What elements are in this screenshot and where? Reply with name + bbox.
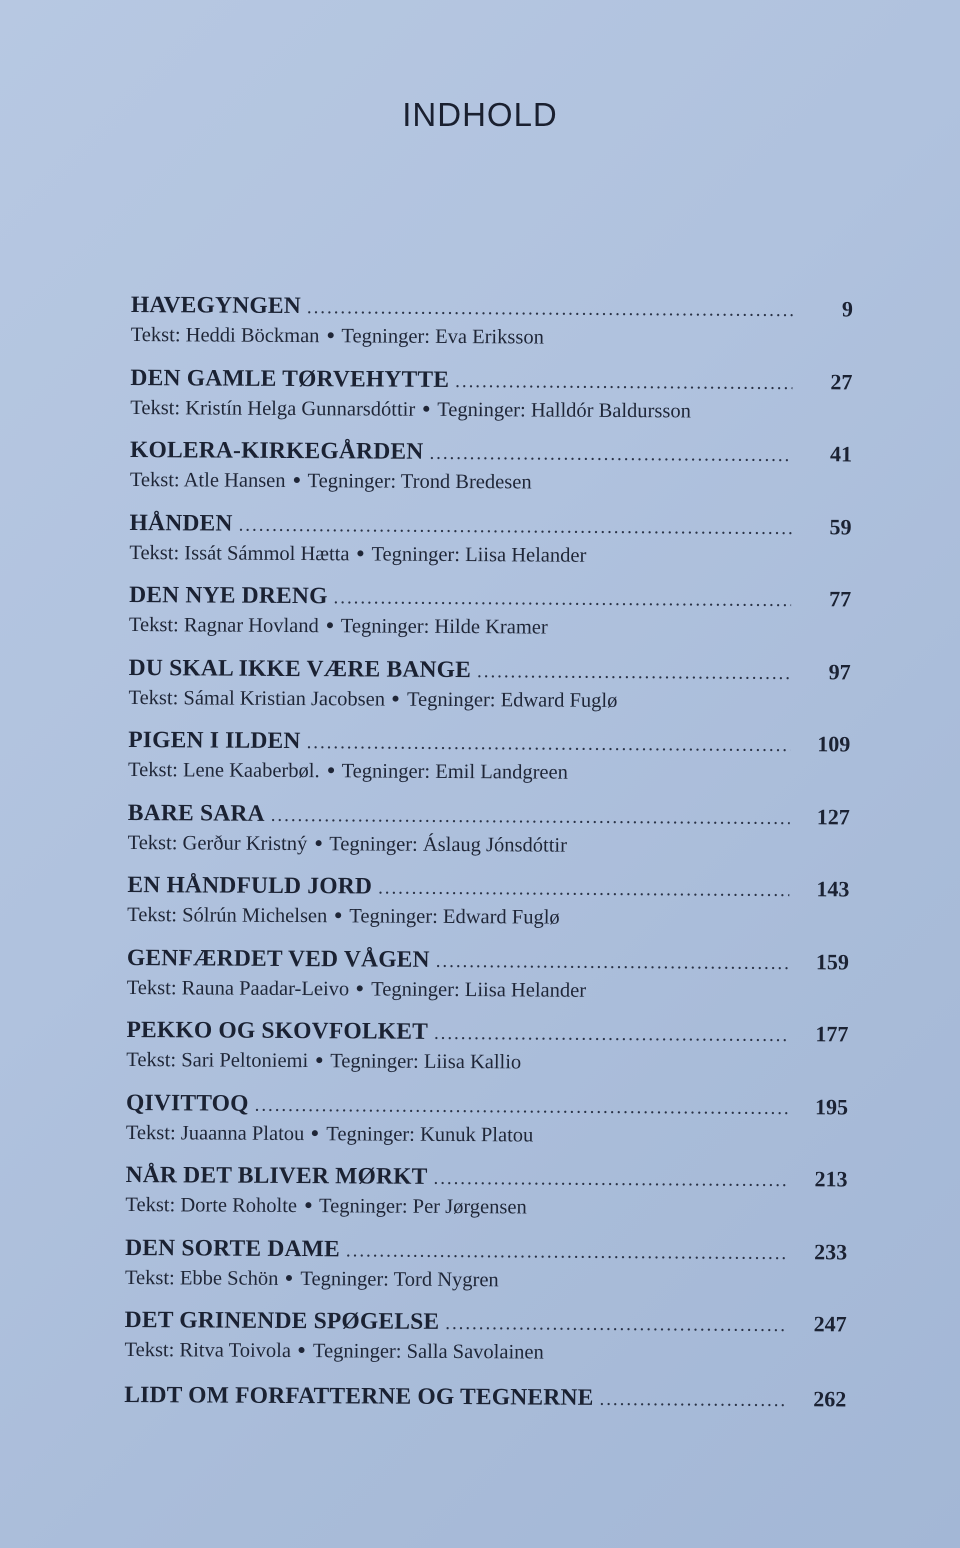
text-label: Tekst:	[129, 468, 180, 492]
drawings-label: Tegninger:	[307, 470, 397, 493]
page-number: 159	[815, 948, 850, 974]
dot-leader	[346, 1240, 787, 1265]
drawings-label: Tegninger:	[330, 1050, 419, 1073]
author-name: Lene Kaaberbøl.	[182, 759, 320, 783]
page-title: INDHOLD	[402, 96, 558, 133]
credit-line	[126, 1121, 848, 1148]
illustrator-name: Per Jørgensen	[412, 1195, 527, 1219]
story-title: HÅNDEN	[129, 509, 233, 537]
toc-entry	[128, 654, 850, 731]
page-number: 41	[829, 441, 853, 467]
bullet-icon	[328, 767, 334, 773]
text-label: Tekst:	[127, 831, 178, 854]
dot-leader	[307, 732, 791, 757]
page-number: 109	[817, 731, 851, 757]
toc-entry	[130, 364, 852, 441]
story-title: DEN GAMLE TØRVEHYTTE	[130, 364, 450, 393]
author-name: Sólrún Michelsen	[182, 904, 328, 928]
page-number: 195	[814, 1093, 849, 1119]
text-label: Tekst:	[124, 1266, 175, 1289]
credit-line	[126, 1049, 848, 1076]
illustrator-name: Halldór Baldursson	[530, 398, 691, 422]
bullet-icon	[294, 477, 300, 483]
dot-leader	[455, 370, 792, 394]
drawings-label: Tegninger:	[437, 398, 526, 421]
dot-leader	[433, 1168, 787, 1192]
drawings-label: Tegninger:	[371, 977, 460, 1001]
author-name: Kristín Helga Gunnarsdóttir	[185, 396, 416, 421]
text-label: Tekst:	[126, 1048, 177, 1072]
drawings-label: Tegninger:	[341, 325, 431, 348]
illustrator-name: Liisa Kallio	[423, 1050, 522, 1074]
text-label: Tekst:	[125, 1193, 176, 1217]
illustrator-name: Liisa Helander	[464, 978, 587, 1002]
toc-entry	[129, 582, 851, 659]
story-title: EN HÅNDFULD JORD	[127, 871, 373, 900]
drawings-label: Tegninger:	[371, 542, 461, 566]
credit-line	[125, 1266, 847, 1293]
toc-entry	[124, 1307, 846, 1384]
illustrator-name: Hilde Kramer	[434, 615, 548, 639]
page-number: 233	[814, 1238, 848, 1264]
illustrator-name: Áslaug Jónsdóttir	[422, 833, 568, 857]
dot-leader	[477, 661, 791, 685]
author-name: Sámal Kristian Jacobsen	[183, 686, 386, 711]
toc-entry	[126, 1089, 848, 1166]
author-name: Heddi Böckman	[185, 324, 320, 348]
toc-entry	[128, 727, 850, 804]
story-title: QIVITTOQ	[125, 1089, 249, 1117]
credit-line	[130, 469, 852, 496]
dot-leader	[239, 514, 792, 539]
bullet-icon	[327, 622, 333, 628]
drawings-label: Tegninger:	[300, 1267, 389, 1291]
drawings-label: Tegninger:	[326, 1122, 415, 1146]
credit-line	[129, 541, 851, 568]
story-title: DEN NYE DRENG	[129, 581, 328, 610]
credit-line	[127, 904, 849, 931]
author-name: Atle Hansen	[183, 469, 286, 492]
table-of-contents	[124, 292, 853, 1458]
credit-line	[130, 396, 852, 423]
credit-line	[129, 614, 851, 641]
credit-line	[127, 976, 849, 1003]
drawings-label: Tegninger:	[340, 615, 430, 638]
story-title: HAVEGYNGEN	[130, 292, 302, 320]
bullet-icon	[316, 1057, 322, 1063]
bullet-icon	[286, 1274, 292, 1280]
drawings-label: Tegninger:	[349, 905, 438, 928]
illustrator-name: Emil Landgreen	[435, 760, 568, 784]
bullet-icon	[312, 1130, 318, 1136]
toc-entry	[127, 799, 849, 876]
toc-entry	[125, 1162, 847, 1239]
toc-entry	[127, 944, 849, 1021]
illustrator-name: Salla Savolainen	[406, 1340, 544, 1364]
drawings-label: Tegninger:	[341, 760, 431, 783]
page-number: 9	[841, 296, 853, 322]
author-name: Ritva Toivola	[179, 1339, 292, 1362]
bullet-icon	[393, 695, 399, 701]
dot-leader	[307, 297, 793, 322]
drawings-label: Tegninger:	[406, 688, 496, 711]
toc-entry-final	[124, 1381, 846, 1458]
dot-leader	[255, 1094, 788, 1119]
text-label: Tekst:	[128, 613, 179, 637]
story-title: DEN SORTE DAME	[125, 1234, 341, 1262]
story-title: BARE SARA	[127, 799, 265, 827]
story-title: NÅR DET BLIVER MØRKT	[125, 1161, 428, 1190]
page-number: 143	[816, 876, 850, 902]
credit-line	[131, 324, 853, 351]
illustrator-name: Edward Fuglø	[500, 688, 618, 712]
text-label: Tekst:	[130, 323, 181, 347]
illustrator-name: Liisa Helander	[465, 543, 587, 567]
illustrator-name: Edward Fuglø	[442, 905, 560, 929]
section-title: LIDT OM FORFATTERNE OG TEGNERNE	[124, 1381, 594, 1411]
story-title: PIGEN I ILDEN	[128, 726, 301, 755]
story-title: KOLERA-KIRKEGÅRDEN	[129, 436, 424, 465]
author-name: Gerður Kristný	[182, 831, 308, 855]
bullet-icon	[335, 912, 341, 918]
dot-leader	[434, 1023, 789, 1047]
drawings-label: Tegninger:	[329, 832, 418, 856]
page-number: 127	[816, 803, 850, 829]
author-name: Ragnar Hovland	[183, 614, 319, 638]
dot-leader	[445, 1313, 787, 1337]
credit-line	[125, 1194, 847, 1221]
toc-entry	[127, 872, 849, 949]
toc-entry	[130, 437, 852, 514]
credit-line	[124, 1339, 846, 1366]
text-label: Tekst:	[124, 1338, 175, 1362]
text-label: Tekst:	[125, 1121, 176, 1144]
page-number: 177	[815, 1021, 849, 1047]
author-name: Juaanna Platou	[180, 1121, 305, 1145]
page-number: 213	[814, 1166, 848, 1192]
bullet-icon	[327, 332, 333, 338]
dot-leader	[429, 443, 792, 467]
dot-leader	[378, 878, 789, 903]
bullet-icon	[299, 1347, 305, 1353]
author-name: Dorte Roholte	[180, 1194, 298, 1218]
story-title: DET GRINENDE SPØGELSE	[124, 1306, 440, 1335]
author-name: Issát Sámmol Hætta	[184, 541, 350, 565]
text-label: Tekst:	[126, 976, 177, 999]
page-number: 27	[830, 368, 853, 394]
page-number: 97	[828, 658, 851, 684]
text-label: Tekst:	[127, 903, 178, 927]
text-label: Tekst:	[128, 686, 179, 709]
page-number: 77	[829, 586, 852, 612]
drawings-label: Tegninger:	[319, 1195, 408, 1218]
illustrator-name: Kunuk Platou	[419, 1123, 534, 1146]
story-title: PEKKO OG SKOVFOLKET	[126, 1016, 429, 1045]
dot-leader	[271, 804, 790, 829]
author-name: Ebbe Schön	[179, 1266, 279, 1290]
toc-entry	[131, 292, 853, 369]
bullet-icon	[423, 405, 429, 411]
drawings-label: Tegninger:	[312, 1340, 402, 1363]
text-label: Tekst:	[128, 758, 178, 782]
bullet-icon	[305, 1202, 311, 1208]
bullet-icon	[357, 985, 363, 991]
toc-entry	[129, 509, 851, 586]
credit-line	[128, 831, 850, 858]
story-title: DU SKAL IKKE VÆRE BANGE	[128, 654, 472, 683]
bullet-icon	[357, 550, 363, 556]
dot-leader	[334, 587, 792, 612]
illustrator-name: Eva Eriksson	[435, 325, 544, 349]
dot-leader	[436, 950, 789, 974]
page-number: 247	[813, 1311, 847, 1337]
page-number: 262	[813, 1385, 847, 1411]
illustrator-name: Tord Nygren	[393, 1268, 499, 1291]
toc-entry-heading	[124, 1381, 846, 1421]
author-name: Sari Peltoniemi	[181, 1049, 309, 1073]
story-title: GENFÆRDET VED VÅGEN	[126, 944, 430, 973]
toc-entry	[126, 1017, 848, 1094]
page-number: 59	[829, 513, 852, 539]
author-name: Rauna Paadar-Leivo	[181, 976, 350, 1000]
credit-line	[128, 759, 850, 786]
credit-line	[128, 686, 850, 713]
bullet-icon	[315, 840, 321, 846]
dot-leader	[599, 1388, 786, 1411]
text-label: Tekst:	[129, 541, 180, 564]
toc-entry	[125, 1234, 847, 1311]
text-label: Tekst:	[130, 396, 181, 419]
illustrator-name: Trond Bredesen	[400, 470, 532, 494]
